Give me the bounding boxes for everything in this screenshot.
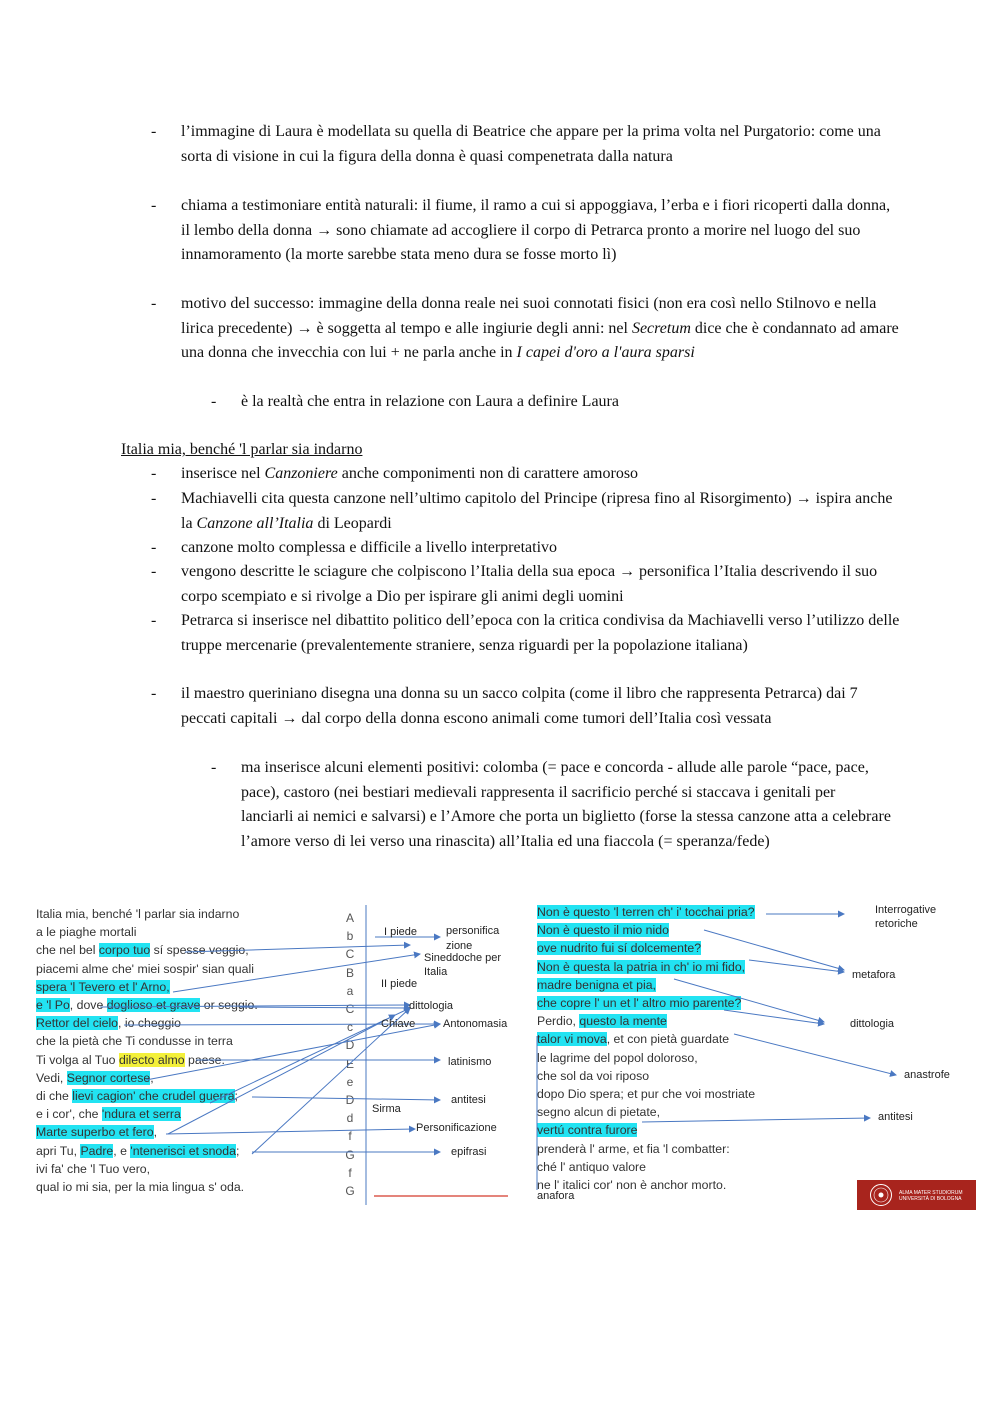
verse-text: sí spesse veggio,: [150, 943, 249, 958]
rhyme-letter: e: [346, 1074, 354, 1089]
bullet-item: - canzone molto complessa e difficile a livello interpretativo: [151, 539, 558, 556]
poem-figure-right: [534, 900, 980, 1205]
bullet-text: dice che è condannato ad amare una donna che invecchia con lui + ne parla anche in: [181, 319, 899, 361]
seal-icon: [869, 1183, 893, 1207]
verse-text: qual io mi sia, per la mia lingua s' oda.: [36, 1180, 245, 1194]
bullet-text: il maestro queriniano disegna una donna su un sacco colpita (come il libro che rappresenta Petrarca) dai 7 peccati capitali → dal corpo della donna escono animali come tumori dell’Italia così vessata: [181, 685, 858, 727]
bullet-text: canzone molto complessa e difficile a livello interpretativo: [181, 539, 558, 556]
verse-text: le lagrime del popol doloroso,: [537, 1050, 698, 1065]
bullet-text: l’immagine di Laura è modellata su quella di Beatrice che appare per la prima volta nel Purgatorio: come una sorta di visione in cui la figura della donna è quasi compenetrata dalla natura: [181, 123, 881, 165]
verse-text: di che: [36, 1089, 73, 1103]
verse-text: dopo Dio spera; et pur che voi mostriate: [537, 1087, 756, 1101]
highlighted-text: che copre l' un et l' altro mio parente?: [537, 996, 742, 1010]
bullet-item: - inserisce nel Canzoniere anche componimenti non di carattere amoroso: [151, 465, 639, 482]
bullet-text: Petrarca si inserisce nel dibattito politico dell’epoca con la critica condivisa da Machiavelli verso l’utilizzo delle truppe mercenarie (prevalentemente straniere, senza riguardi per la popolazione italiana): [181, 612, 900, 654]
label-epifrasi: epifrasi: [451, 1146, 487, 1158]
verse-text: Italia mia, benché 'l parlar sia indarno: [36, 907, 240, 921]
verse-text: a le piaghe mortali: [36, 925, 137, 940]
highlighted-text: corpo tuo: [98, 943, 151, 958]
verse-text: ,: [150, 1070, 154, 1085]
label-anastrofe: anastrofe: [904, 1069, 950, 1081]
verse-text: ché l' antiquo valore: [537, 1159, 646, 1174]
bullet-item: - motivo del successo: immagine della donna reale nei suoi connotati fisici (non era così nello Stilnovo e nella lirica precedente) → è soggetta al tempo e alle ingiurie degli anni: nel Secretum dice che è condannato ad amare una donna che invecchia con lui + ne parla anche in I capei d'oro a l'aura sparsi: [151, 295, 899, 361]
italic-title: Secretum: [631, 319, 691, 337]
verse-text: che sol da voi riposo: [537, 1068, 650, 1083]
label-sineddoche-2: Italia: [424, 966, 448, 978]
rhyme-letter: b: [346, 929, 354, 944]
bullet-text: vengono descritte le sciagure che colpiscono l’Italia della sua epoca → personifica l’Italia descrivendo il suo corpo scempiato e si rivolge a Dio per ispirare gli animi degli uomini: [181, 563, 878, 605]
bullet-text: di Leopardi: [313, 514, 392, 532]
rhyme-letter: c: [347, 1020, 353, 1035]
verse-text: Perdio,: [537, 1014, 580, 1029]
label-antitesi-r: antitesi: [878, 1111, 913, 1123]
highlighted-text: lievi cagion' che crudel guerra: [72, 1089, 235, 1103]
rhyme-letter: C: [345, 1002, 355, 1016]
highlighted-text: e 'l Po: [36, 998, 70, 1012]
bullet-text: ma inserisce alcuni elementi positivi: colomba (= pace e concorda - allude alle parole “pace, pace, pace), castoro (nei bestiari medievali rappresenta il sacrificio perché si staccava i genitali per lanciarli ai nemici e salvarsi) e l’Amore che porta un biglietto (forse la stessa canzone atta a celebrare l’amore verso di lei verso una rinascita) all’Italia ed una fiaccola (= speranza/fede): [241, 759, 891, 850]
highlighted-text: vertú contra furore: [537, 1123, 638, 1138]
label-dittologia-r: dittologia: [850, 1018, 895, 1030]
label-personificazione-3: Personificazione: [416, 1122, 497, 1134]
verse-text: ;: [235, 1143, 240, 1158]
verse-text: prenderà l' arme, et fia 'l combatter:: [537, 1141, 730, 1156]
logo-text-1: ALMA MATER STUDIORUM: [899, 1190, 963, 1196]
rhyme-letter: G: [345, 1147, 355, 1162]
rhyme-letter: A: [345, 911, 354, 925]
bullet-text: inserisce nel: [181, 465, 265, 482]
university-logo: [857, 1180, 976, 1210]
label-personificazione: personifica: [446, 925, 500, 937]
verse-text: , e: [113, 1143, 131, 1158]
label-sirma: Sirma: [372, 1103, 401, 1115]
rhyme-letter: B: [345, 965, 354, 980]
verse-text: Vedi,: [36, 1070, 67, 1085]
bullet-text: è la realtà che entra in relazione con Laura a definire Laura: [241, 393, 619, 410]
highlighted-text: talor vi mova: [537, 1032, 607, 1047]
bullet-text: anche componimenti non di carattere amoroso: [337, 465, 639, 482]
highlighted-text: questo la mente: [579, 1014, 667, 1029]
rhyme-letter: f: [348, 1129, 352, 1144]
verse-text: , dove: [69, 998, 107, 1012]
label-latinismo: latinismo: [448, 1056, 492, 1068]
logo-text-2: UNIVERSITÀ DI BOLOGNA: [899, 1196, 962, 1202]
highlighted-text: madre benigna et pia,: [537, 977, 656, 992]
bullet-text: motivo del successo: immagine della donna reale nei suoi connotati fisici (non era così nello Stilnovo e nella lirica precedente) → è soggetta al tempo e alle ingiurie degli anni: nel: [181, 295, 877, 337]
annotation-arrows-left: [30, 900, 510, 1205]
verse-text: che nel bel: [36, 943, 99, 958]
highlighted-text: Non è questa la patria in ch' io mi fido,: [537, 959, 746, 974]
label-personificazione-2: zione: [446, 940, 473, 952]
verse-text: apri Tu,: [36, 1143, 81, 1158]
label-chiave: Chiave: [381, 1018, 416, 1030]
highlighted-text: Segnor cortese: [66, 1070, 151, 1085]
bullet-item: - il maestro queriniano disegna una donna su un sacco colpita (come il libro che rappresenta Petrarca) dai 7 peccati capitali → dal corpo della donna escono animali come tumori dell’Italia così vessata: [151, 685, 858, 727]
bullet-item: - chiama a testimoniare entità naturali: il fiume, il ramo a cui si appoggiava, l’erba e i fiori ricoperti dalla donna, il lembo della donna → sono chiamate ad accogliere il corpo di Petrarca pronto a morire nel luogo del suo innamoramento (la morte sarebbe stata meno dura se fosse morto lì): [151, 197, 891, 263]
rhyme-letter: a: [346, 983, 354, 998]
verse-text: e i cor', che: [36, 1107, 102, 1122]
verse-text: ne l' italici cor' non è anchor morto.: [537, 1178, 727, 1192]
highlighted-text: ove nudrito fui sí dolcemente?: [537, 941, 702, 956]
label-sineddoche: Sineddoche per: [424, 952, 502, 964]
label-interrogative-2: retoriche: [875, 918, 918, 930]
bullet-item: - l’immagine di Laura è modellata su quella di Beatrice che appare per la prima volta nel Purgatorio: come una sorta di visione in cui la figura della donna è quasi compenetrata dalla natura: [151, 123, 881, 165]
rhyme-letter: C: [345, 947, 355, 962]
verse-text: paese.: [184, 1052, 225, 1067]
sub-bullet-item: - ma inserisce alcuni elementi positivi: colomba (= pace e concorda - allude alle parole “pace, pace, pace), castoro (nei bestiari medievali rappresenta il sacrificio perché si staccava i genitali per lanciarli ai nemici e salvarsi) e l’Amore che porta un biglietto (forse la stessa canzone atta a celebrare l’amore verso di lei verso una rinascita) all’Italia ed una fiaccola (= speranza/fede): [211, 759, 891, 850]
section-heading: Italia mia, benché 'l parlar sia indarno: [121, 441, 363, 458]
poem-figure-left: [30, 900, 510, 1205]
verse-text: , io cheggio: [118, 1016, 181, 1031]
italic-title: I capei d'oro a l'aura sparsi: [516, 344, 695, 361]
rhyme-letter: f: [348, 1165, 352, 1180]
rhyme-letter: D: [345, 1038, 355, 1053]
verse-text: , et con pietà guardate: [606, 1032, 730, 1047]
verse-text: ;: [234, 1089, 238, 1103]
highlighted-text: 'ndura et serra: [101, 1107, 181, 1122]
rhyme-letter: G: [345, 1184, 355, 1198]
bullet-item: - vengono descritte le sciagure che colpiscono l’Italia della sua epoca → personifica l’Italia descrivendo il suo corpo scempiato e si rivolge a Dio per ispirare gli animi degli uomini: [151, 563, 878, 605]
verse-text: segno alcun di pietate,: [537, 1105, 661, 1120]
label-antonomasia: Antonomasia: [443, 1018, 508, 1030]
verse-text: piacemi alme che' miei sospir' sian quali: [36, 961, 254, 976]
highlighted-text: doglioso et grave: [106, 998, 201, 1012]
label-piede-2: II piede: [381, 978, 418, 990]
label-anafora: anafora: [537, 1190, 575, 1202]
verse-text: ivi fa' che 'l Tuo vero,: [36, 1161, 151, 1176]
rhyme-letter: d: [346, 1111, 354, 1126]
italic-title: Canzone all’Italia: [196, 514, 314, 532]
bullet-item: - Machiavelli cita questa canzone nell’ultimo capitolo del Principe (ripresa fino al Risorgimento) → ispira anche la Canzone all’Italia di Leopardi: [151, 490, 893, 532]
highlighted-text: Marte superbo et fero: [36, 1125, 154, 1140]
highlighted-text: Non è questo 'l terren ch' i' tocchai pria?: [537, 905, 755, 919]
verse-text: or seggio.: [200, 998, 258, 1012]
rhyme-letter: D: [345, 1093, 355, 1107]
highlighted-text: Rettor del cielo: [36, 1016, 119, 1031]
label-antitesi: antitesi: [451, 1094, 486, 1106]
highlighted-text: Padre: [80, 1143, 114, 1158]
label-interrogative: Interrogative: [875, 904, 937, 916]
highlighted-text: dilecto almo: [118, 1052, 185, 1067]
verse-text: che la pietà che Ti condusse in terra: [36, 1034, 233, 1049]
annotation-arrows-right: [534, 900, 980, 1205]
bullet-text: chiama a testimoniare entità naturali: il fiume, il ramo a cui si appoggiava, l’erba e i fiori ricoperti dalla donna, il lembo della donna → sono chiamate ad accogliere il corpo di Petrarca pronto a morire nel luogo del suo innamoramento (la morte sarebbe stata meno dura se fosse morto lì): [181, 197, 891, 263]
rhyme-letter: E: [345, 1056, 354, 1071]
label-piede-1: I piede: [384, 926, 418, 938]
bullet-item: - Petrarca si inserisce nel dibattito politico dell’epoca con la critica condivisa da Machiavelli verso l’utilizzo delle truppe mercenarie (prevalentemente straniere, senza riguardi per la popolazione italiana): [151, 612, 900, 654]
italic-title: Canzoniere: [264, 465, 338, 482]
sub-bullet-item: - è la realtà che entra in relazione con Laura a definire Laura: [211, 393, 619, 410]
bullet-text: Machiavelli cita questa canzone nell’ultimo capitolo del Principe (ripresa fino al Risorgimento) → ispira anche la: [181, 490, 893, 532]
label-dittologia: dittologia: [409, 1000, 454, 1012]
highlighted-text: Non è questo il mio nido: [537, 923, 669, 938]
verse-text: Ti volga al Tuo: [36, 1052, 119, 1067]
label-metafora: metafora: [852, 969, 896, 981]
highlighted-text: spera 'l Tevero et l' Arno,: [36, 979, 170, 994]
highlighted-text: 'ntenerisci et snoda: [130, 1143, 236, 1158]
verse-text: ,: [153, 1125, 157, 1140]
